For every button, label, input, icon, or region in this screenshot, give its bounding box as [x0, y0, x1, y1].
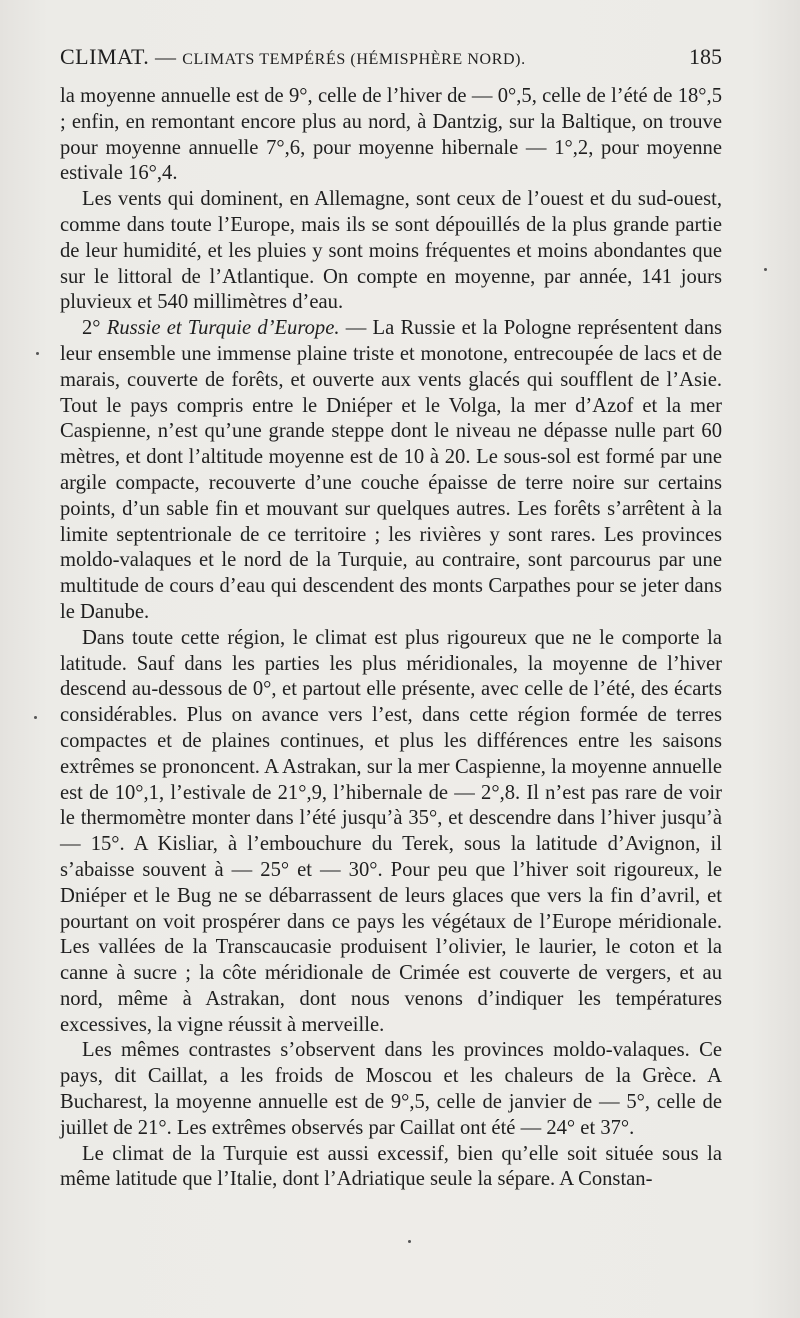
page-number: 185	[689, 44, 722, 69]
running-header	[60, 44, 722, 80]
paragraph-1: la moyenne annuelle est de 9°, celle de l’hiver de — 0°,5, celle de l’été de 18°,5 ; enfin, en remontant encore plus au nord, à Dantzig, sur la Baltique, on trouve pour moyenne annuelle 7°,6, pour moyenne hibernale — 1°,2, pour moyenne estivale 16°,4.	[60, 85, 722, 185]
paragraph-2: Les vents qui dominent, en Allemagne, sont ceux de l’ouest et du sud-ouest, comme dans toute l’Europe, mais ils se sont dépouillés de la plus grande partie de leur humidité, et les pluies y sont moins fréquentes et moins abondantes que sur le littoral de l’Atlantique. On compte en moyenne, par année, 141 jours pluvieux et 540 millimètres d’eau.	[60, 188, 722, 314]
body-text	[60, 84, 722, 1193]
running-title	[60, 44, 526, 70]
margin-speck	[764, 268, 767, 271]
header-dash: —	[155, 45, 177, 69]
margin-speck	[408, 1240, 411, 1243]
paragraph-4: Dans toute cette région, le climat est plus rigoureux que ne le comporte la latitude. Sauf dans les parties les plus méridionales, la moyenne de l’hiver descend au-dessous de 0°, et partout elle présente, avec celle de l’été, des écarts considérables. Plus on avance vers l’est, dans cette région formée de terres compactes et de plaines continues, et plus les différences entre les saisons extrêmes se prononcent. A Astrakan, sur la mer Caspienne, la moyenne annuelle est de 10°,1, l’estivale de 21°,9, l’hibernale de — 2°,8. Il n’est pas rare de voir le thermomètre monter dans l’été jusqu’à 35°, et descendre dans l’hiver jusqu’à — 15°. A Kisliar, à l’embouchure du Terek, sous la latitude d’Avignon, il s’abaisse souvent à — 25° et — 30°. Pour peu que l’hiver soit rigoureux, le Dniéper et le Bug ne se débarrassent de leurs glaces que vers la fin d’avril, et pourtant on voit prospérer dans ce pays les végétaux de l’Europe méridionale. Les vallées de la Transcaucasie produisent l’olivier, le laurier, le coton et la canne à sucre ; la côte méridionale de Crimée est couverte de vergers, et au nord, même à Astrakan, dont nous venons d’indiquer les températures excessives, la vigne réussit à merveille.	[60, 626, 722, 1036]
paragraph-3-text: — La Russie et la Pologne représentent dans leur ensemble une immense plaine triste et monotone, entrecoupée de lacs et de marais, couverte de forêts, et ouverte aux vents glacés qui soufflent de l’Asie. Tout le pays compris entre le Dniéper et le Volga, la mer d’Azof et la mer Caspienne, n’est qu’une grande steppe dont le niveau ne dépasse nulle part 60 mètres, et dont l’altitude moyenne est de 10 à 20. Le sous-sol est formé par une argile compacte, recouverte d’une couche épaisse de terre noire sur certains points, d’un sable fin et mouvant sur quelques autres. Les forêts s’arrêtent à la limite septentrionale de ce territoire ; les rivières y sont rares. Les provinces moldo-valaques et le nord de la Turquie, au contraire, sont parcourus par une multitude de cours d’eau qui descendent des monts Carpathes pour se jeter dans le Danube.	[60, 317, 723, 623]
margin-speck	[36, 352, 39, 355]
section-heading: Russie et Turquie d’Europe.	[106, 317, 340, 340]
margin-speck	[34, 716, 37, 719]
header-subtitle: CLIMATS TEMPÉRÉS (HÉMISPHÈRE NORD).	[182, 51, 526, 68]
section-number: 2°	[82, 317, 107, 340]
paragraph-5: Les mêmes contrastes s’observent dans les provinces moldo-valaques. Ce pays, dit Caillat, a les froids de Moscou et les chaleurs de la Grèce. A Bucharest, la moyenne annuelle est de 9°,5, celle de janvier de — 5°, celle de juillet de 21°. Les extrêmes observés par Caillat ont été — 24° et 37°.	[60, 1039, 722, 1139]
header-title: CLIMAT.	[60, 44, 150, 69]
paragraph-6: Le climat de la Turquie est aussi excessif, bien qu’elle soit située sous la même latitude que l’Italie, dont l’Adriatique seule la sépare. A Constan-	[60, 1142, 722, 1191]
paragraph-3	[60, 316, 722, 626]
